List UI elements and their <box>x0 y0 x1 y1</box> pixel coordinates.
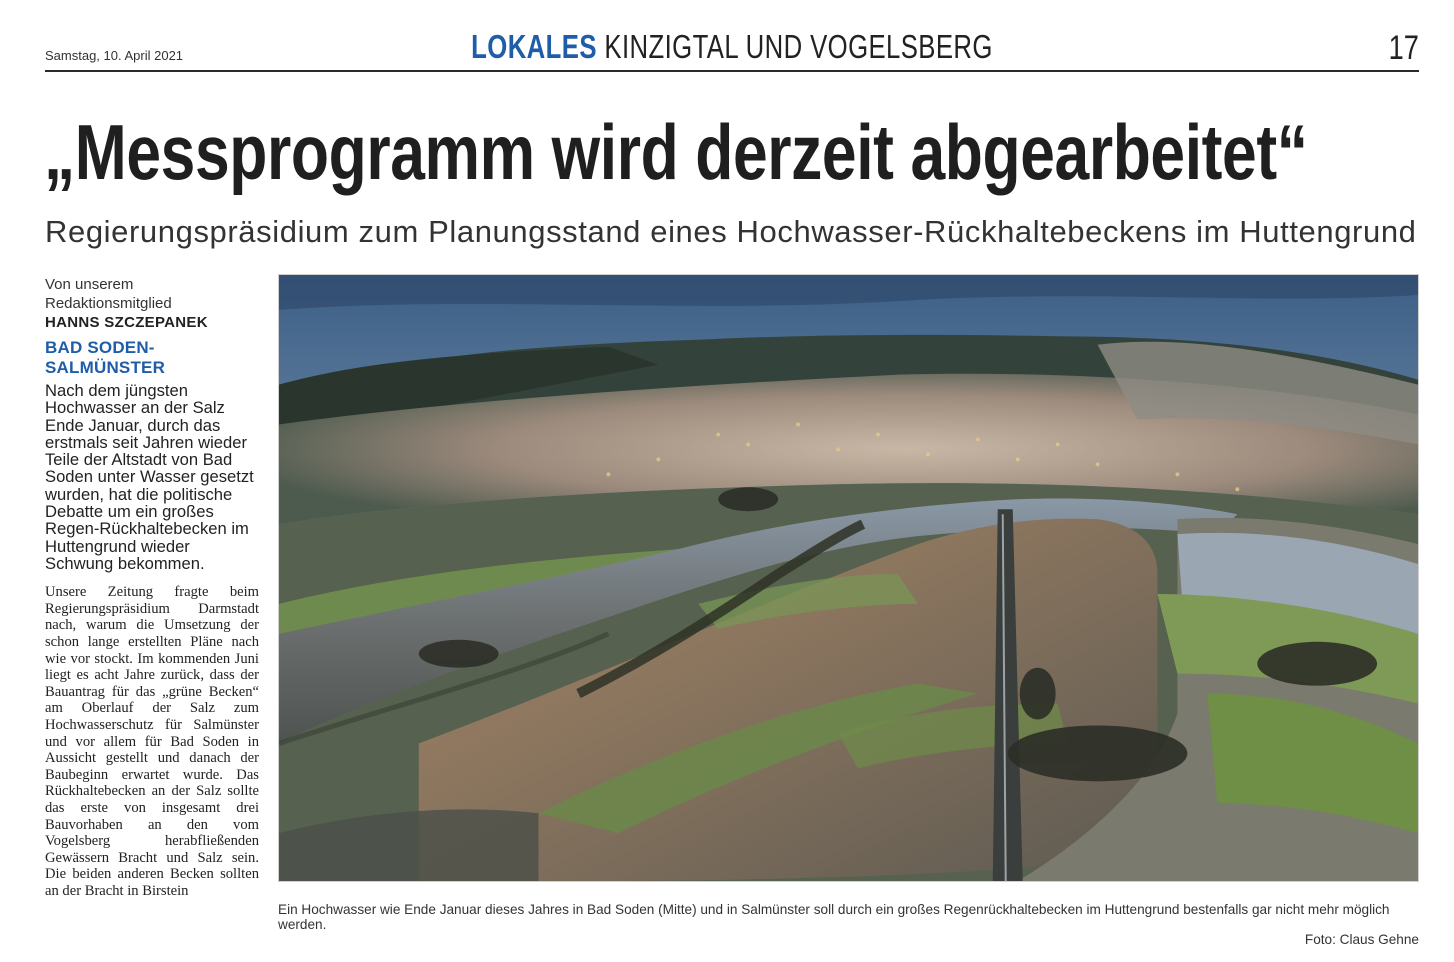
byline-prefix: Von unserem Redaktionsmitglied <box>45 276 172 312</box>
issue-date: Samstag, 10. April 2021 <box>45 48 184 63</box>
article-lead: Nach dem jüngsten Hochwasser an der Salz Ende Januar, durch das erstmals seit Jahren wieder Teile der Altstadt von Bad Soden unter Wasser gesetzt wurden, hat die politische Debatte um ein großes Regen-Rückhaltebecken im Huttengrund wieder Schwung bekommen. <box>45 381 254 573</box>
page-number: 17 <box>1388 29 1419 67</box>
dateline: BAD SODEN-SALMÜNSTER <box>45 338 166 377</box>
article-column <box>45 275 259 962</box>
photo-illustration <box>279 275 1418 881</box>
section-title <box>196 28 1268 66</box>
article-headline: „Messprogramm wird derzeit abgearbeitet“ <box>44 108 1308 196</box>
aerial-flood-photo <box>278 274 1419 882</box>
article-body: Unsere Zeitung fragte beim Regierungspräsidium Darmstadt nach, warum die Umsetzung der schon lange erstellten Pläne nach wie vor stockt. Im kommenden Juni liegt es acht Jahre zurück, dass der Bauantrag für das „grüne Becken“ am Oberlauf der Salz zum Hochwasserschutz für Salmünster und vor allem für Bad Soden in Aussicht gestellt und danach der Baubeginn erwartet wurde. Das Rückhaltebecken an der Salz sollte das erste von insgesamt drei Bauvorhaben an den vom Vogelsberg herabfließenden Gewässern Bracht und Salz sein. Die beiden anderen Becken sollten an der Bracht in Birstein <box>45 584 259 899</box>
photo-caption: Ein Hochwasser wie Ende Januar dieses Jahres in Bad Soden (Mitte) und in Salmünster soll durch ein großes Regenrückhaltebecken im Huttengrund bestenfalls gar nicht mehr möglich werden. <box>278 902 1390 932</box>
author-name: HANNS SZCZEPANEK <box>45 314 208 331</box>
photo-caption-block <box>278 902 1419 947</box>
photo-credit: Foto: Claus Gehne <box>1304 932 1419 947</box>
page-header <box>45 28 1419 72</box>
section-name: LOKALES <box>471 28 597 65</box>
article-subheadline: Regierungspräsidium zum Planungsstand eines Hochwasser-Rückhaltebeckens im Huttengrund <box>45 214 1417 249</box>
section-region: KINZIGTAL UND VOGELSBERG <box>604 28 993 65</box>
